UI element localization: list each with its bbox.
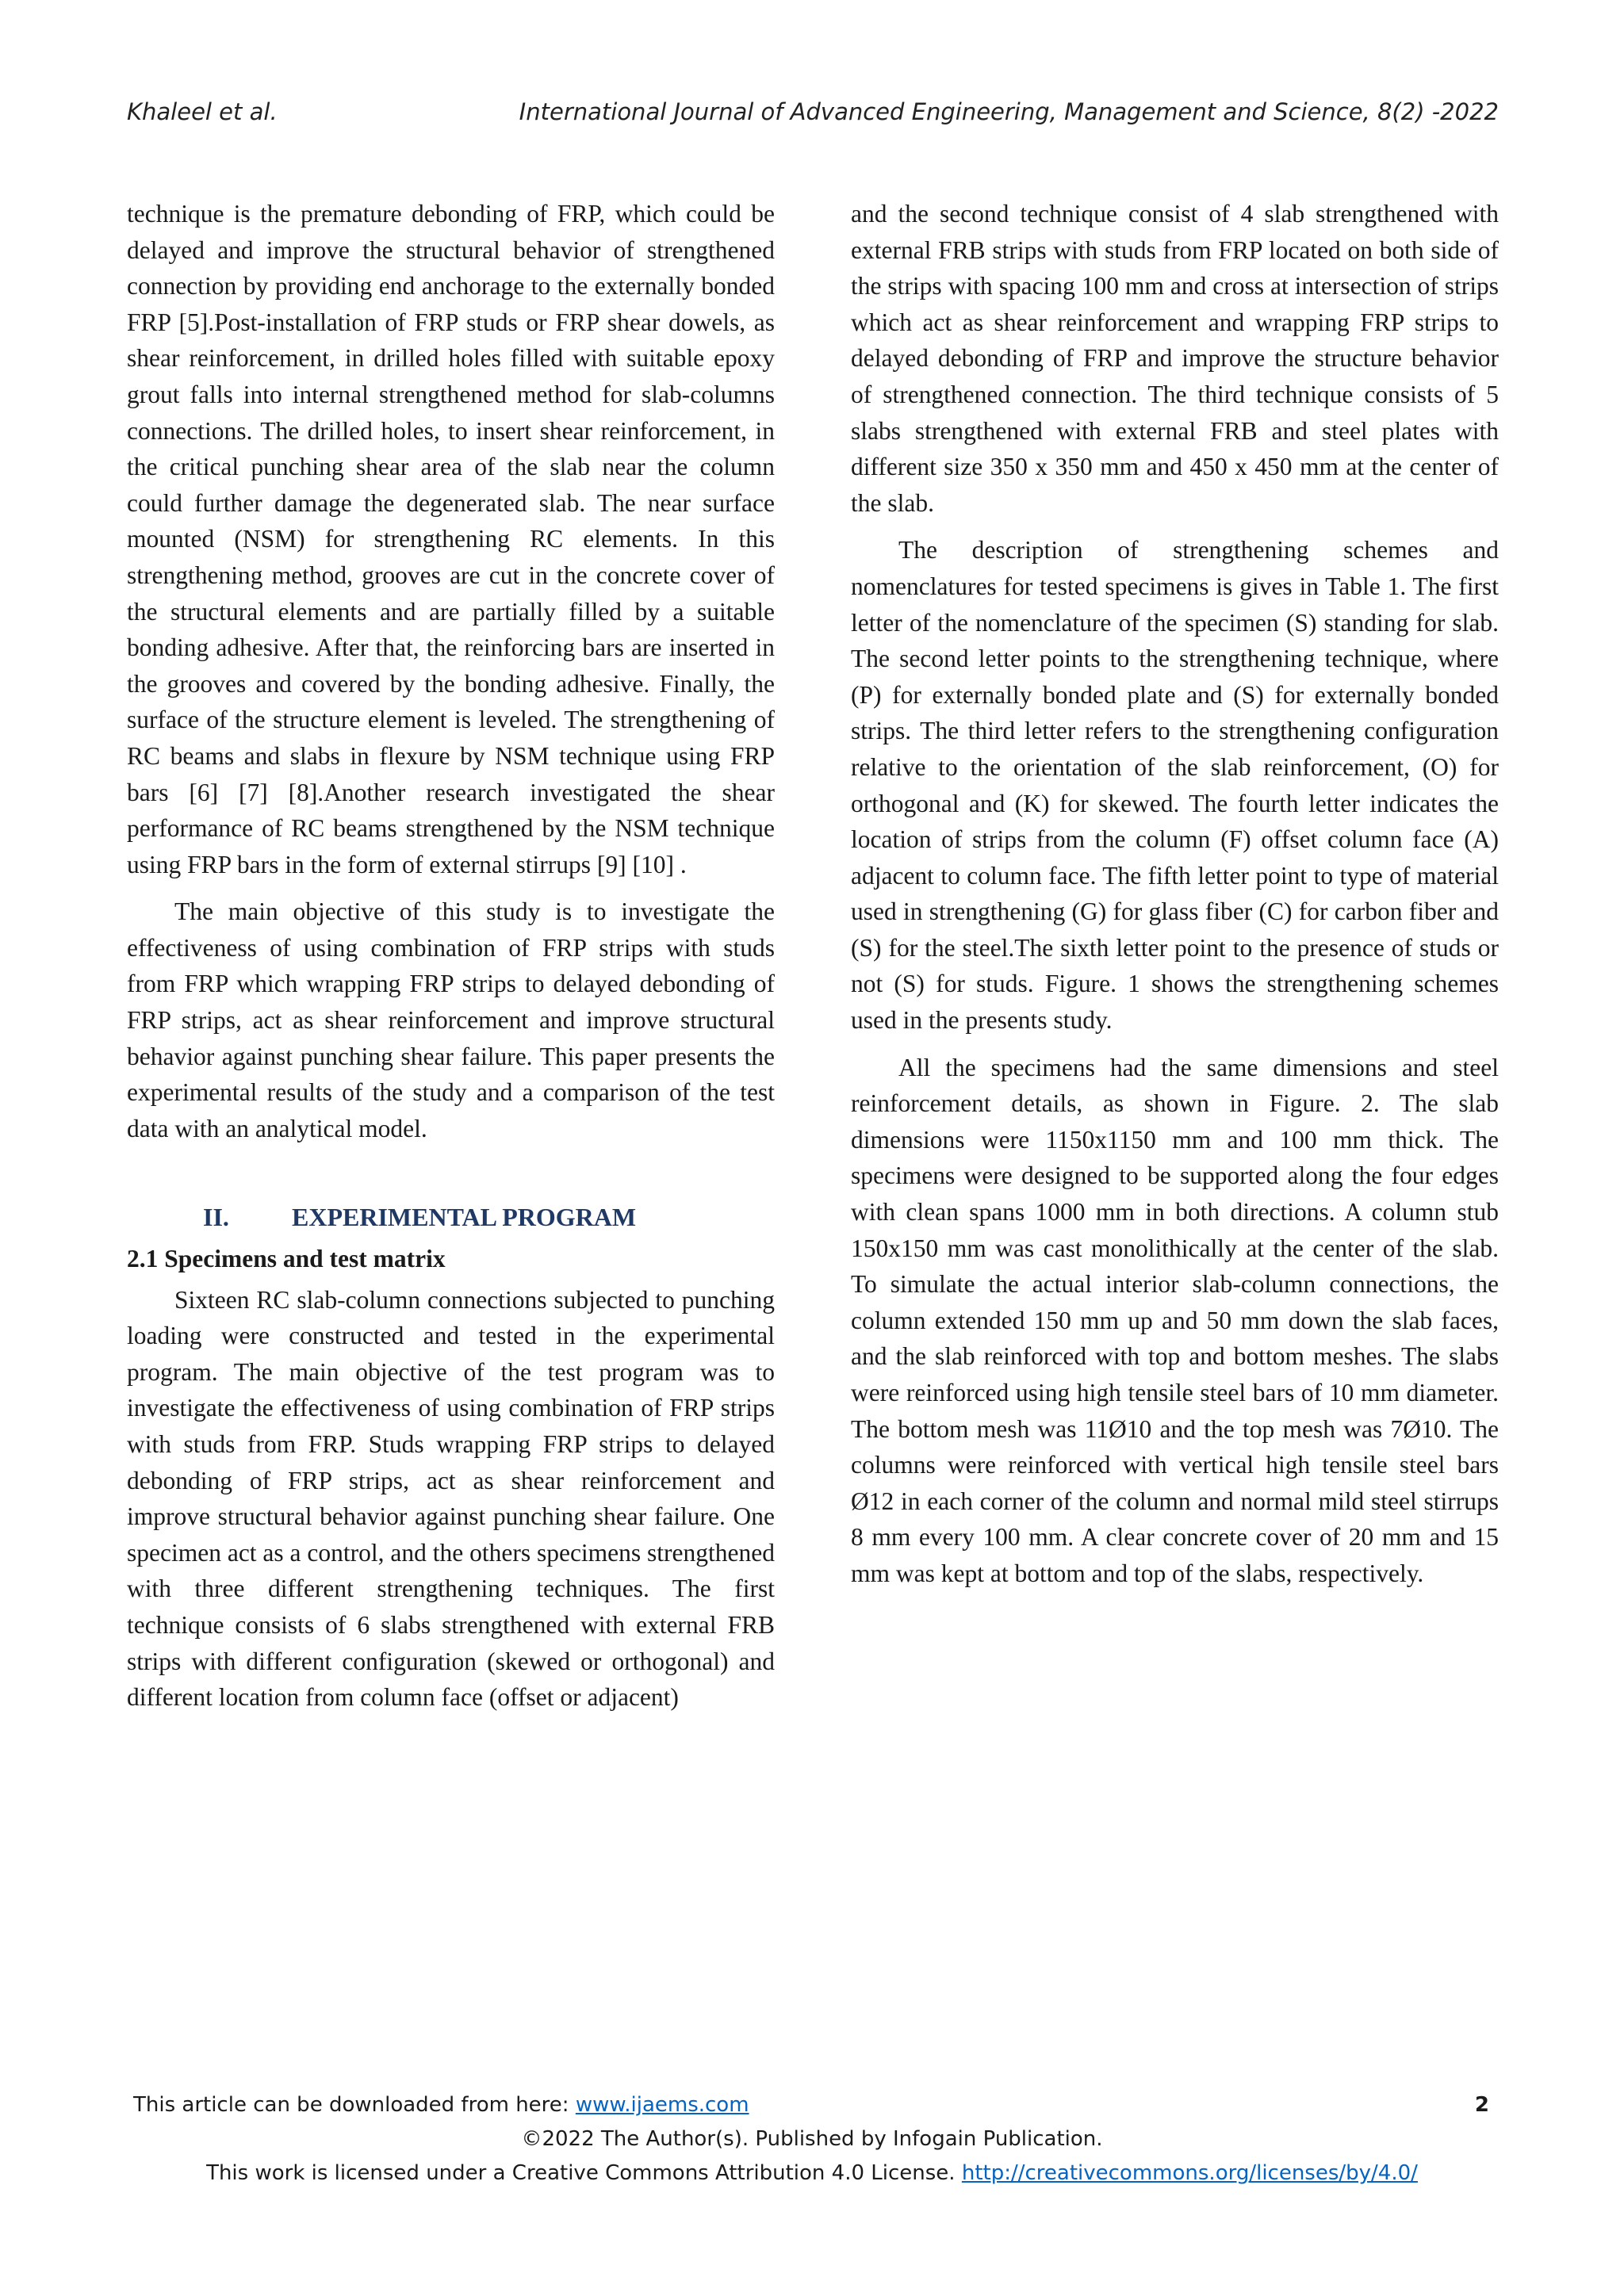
left-paragraph-2: The main objective of this study is to investigate the effectiveness of using combination of FRP strips with studs from FRP which wrapping FRP strips to delayed debonding of FRP strips, act as shear reinforcement and improve structural behavior against punching shear failure. This paper presents the experimental results of the study and a comparison of the test data with an analytical model.	[127, 897, 775, 1142]
footer-download-line	[133, 2093, 1499, 2125]
header-journal-title: International Journal of Advanced Engineering, Management and Science, 8(2) -2022	[519, 98, 1499, 125]
right-paragraph-2: The description of strengthening schemes and nomenclatures for tested specimens is gives in Table 1. The first letter of the nomenclature of the specimen (S) standing for slab. The second letter points to the strengthening technique, where (P) for externally bonded plate and (S) for externally bonded strips. The third letter refers to the strengthening configuration relative to the orientation of the slab reinforcement, (O) for orthogonal and (K) for skewed. The fourth letter indicates the location of strips from the column (F) offset column face (A) adjacent to column face. The fifth letter point to type of material used in strengthening (G) for glass fiber (C) for carbon fiber and (S) for the steel.The sixth letter point to the presence of studs or not (S) for studs. Figure. 1 shows the strengthening schemes used in the presents study.	[851, 536, 1499, 1035]
right-paragraph-3: All the specimens had the same dimensions and steel reinforcement details, as shown in Figure. 2. The slab dimensions were 1150x1150 mm and 100 mm thick. The specimens were designed to be supported along the four edges with clean spans 1000 mm in both directions. A column stub 150x150 mm was cast monolithically at the center of the slab. To simulate the actual interior slab-column connections, the column extended 150 mm up and 50 mm down the slab faces, and the slab reinforced with top and bottom meshes. The slabs were reinforced using high tensile steel bars of 10 mm diameter. The bottom mesh was 11Ø10 and the top mesh was 7Ø10. The columns were reinforced with vertical high tensile steel bars Ø12 in each corner of the column and normal mild steel stirrups 8 mm every 100 mm. A clear concrete cover of 20 mm and 15 mm was kept at bottom and top of the slabs, respectively.	[851, 1053, 1499, 1587]
right-paragraph-1: and the second technique consist of 4 slab strengthened with external FRB strips with studs from FRP located on both side of the strips with spacing 100 mm and cross at intersection of strips which act as shear reinforcement and wrapping FRP strips to delayed debonding of FRP and improve the structure behavior of strengthened connection. The third technique consists of 5 slabs strengthened with external FRB and steel plates with different size 350 x 350 mm and 450 x 450 mm at the center of the slab.	[851, 200, 1499, 517]
left-paragraph-1: technique is the premature debonding of FRP, which could be delayed and improve the structural behavior of strengthened connection by providing end anchorage to the externally bonded FRP [5].Post-installation of FRP studs or FRP shear dowels, as shear reinforcement, in drilled holes filled with suitable epoxy grout falls into internal strengthened method for slab-columns connections. The drilled holes, to insert shear reinforcement, in the critical punching shear area of the slab near the column could further damage the degenerated slab. The near surface mounted (NSM) for strengthening RC elements. In this strengthening method, grooves are cut in the concrete cover of the structural elements and are partially filled by a suitable bonding adhesive. After that, the reinforcing bars are inserted in the grooves and covered by the bonding adhesive. Finally, the surface of the structure element is leveled. The strengthening of RC beams and slabs in flexure by NSM technique using FRP bars [6] [7] [8].Another research investigated the shear performance of RC beams strengthened by the NSM technique using FRP bars in the form of external stirrups [9] [10] .	[127, 200, 775, 878]
footer-copyright: ©2022 The Author(s). Published by Infogain Publication.	[521, 2127, 1103, 2151]
footer-license-text: This work is licensed under a Creative Commons Attribution 4.0 License.	[206, 2161, 962, 2185]
footer-download	[133, 2093, 749, 2117]
section-heading	[127, 1200, 775, 1236]
license-link[interactable]: http://creativecommons.org/licenses/by/4.0/	[961, 2161, 1418, 2185]
left-column	[127, 196, 775, 1716]
running-header	[127, 98, 1499, 138]
subsection-heading: 2.1 Specimens and test matrix	[127, 1245, 446, 1273]
journal-website-link[interactable]: www.ijaems.com	[575, 2093, 749, 2117]
page-number: 2	[1474, 2093, 1489, 2117]
header-authors: Khaleel et al.	[127, 98, 278, 125]
section-title: EXPERIMENTAL PROGRAM	[292, 1203, 637, 1232]
footer-download-text: This article can be downloaded from here:	[133, 2093, 576, 2117]
left-paragraph-3: Sixteen RC slab-column connections subjected to punching loading were constructed and tested in the experimental program. The main objective of the test program was to investigate the effectiveness of using combination of FRP strips with studs from FRP. Studs wrapping FRP strips to delayed debonding of FRP strips, act as shear reinforcement and improve structural behavior against punching shear failure. One specimen act as a control, and the others specimens strengthened with three different strengthening techniques. The first technique consists of 6 slabs strengthened with external FRB strips with different configuration (skewed or orthogonal) and different location from column face (offset or adjacent)	[127, 1285, 775, 1712]
footer-license-line	[0, 2161, 1624, 2185]
section-number: II.	[203, 1203, 229, 1232]
right-column	[851, 196, 1499, 1592]
